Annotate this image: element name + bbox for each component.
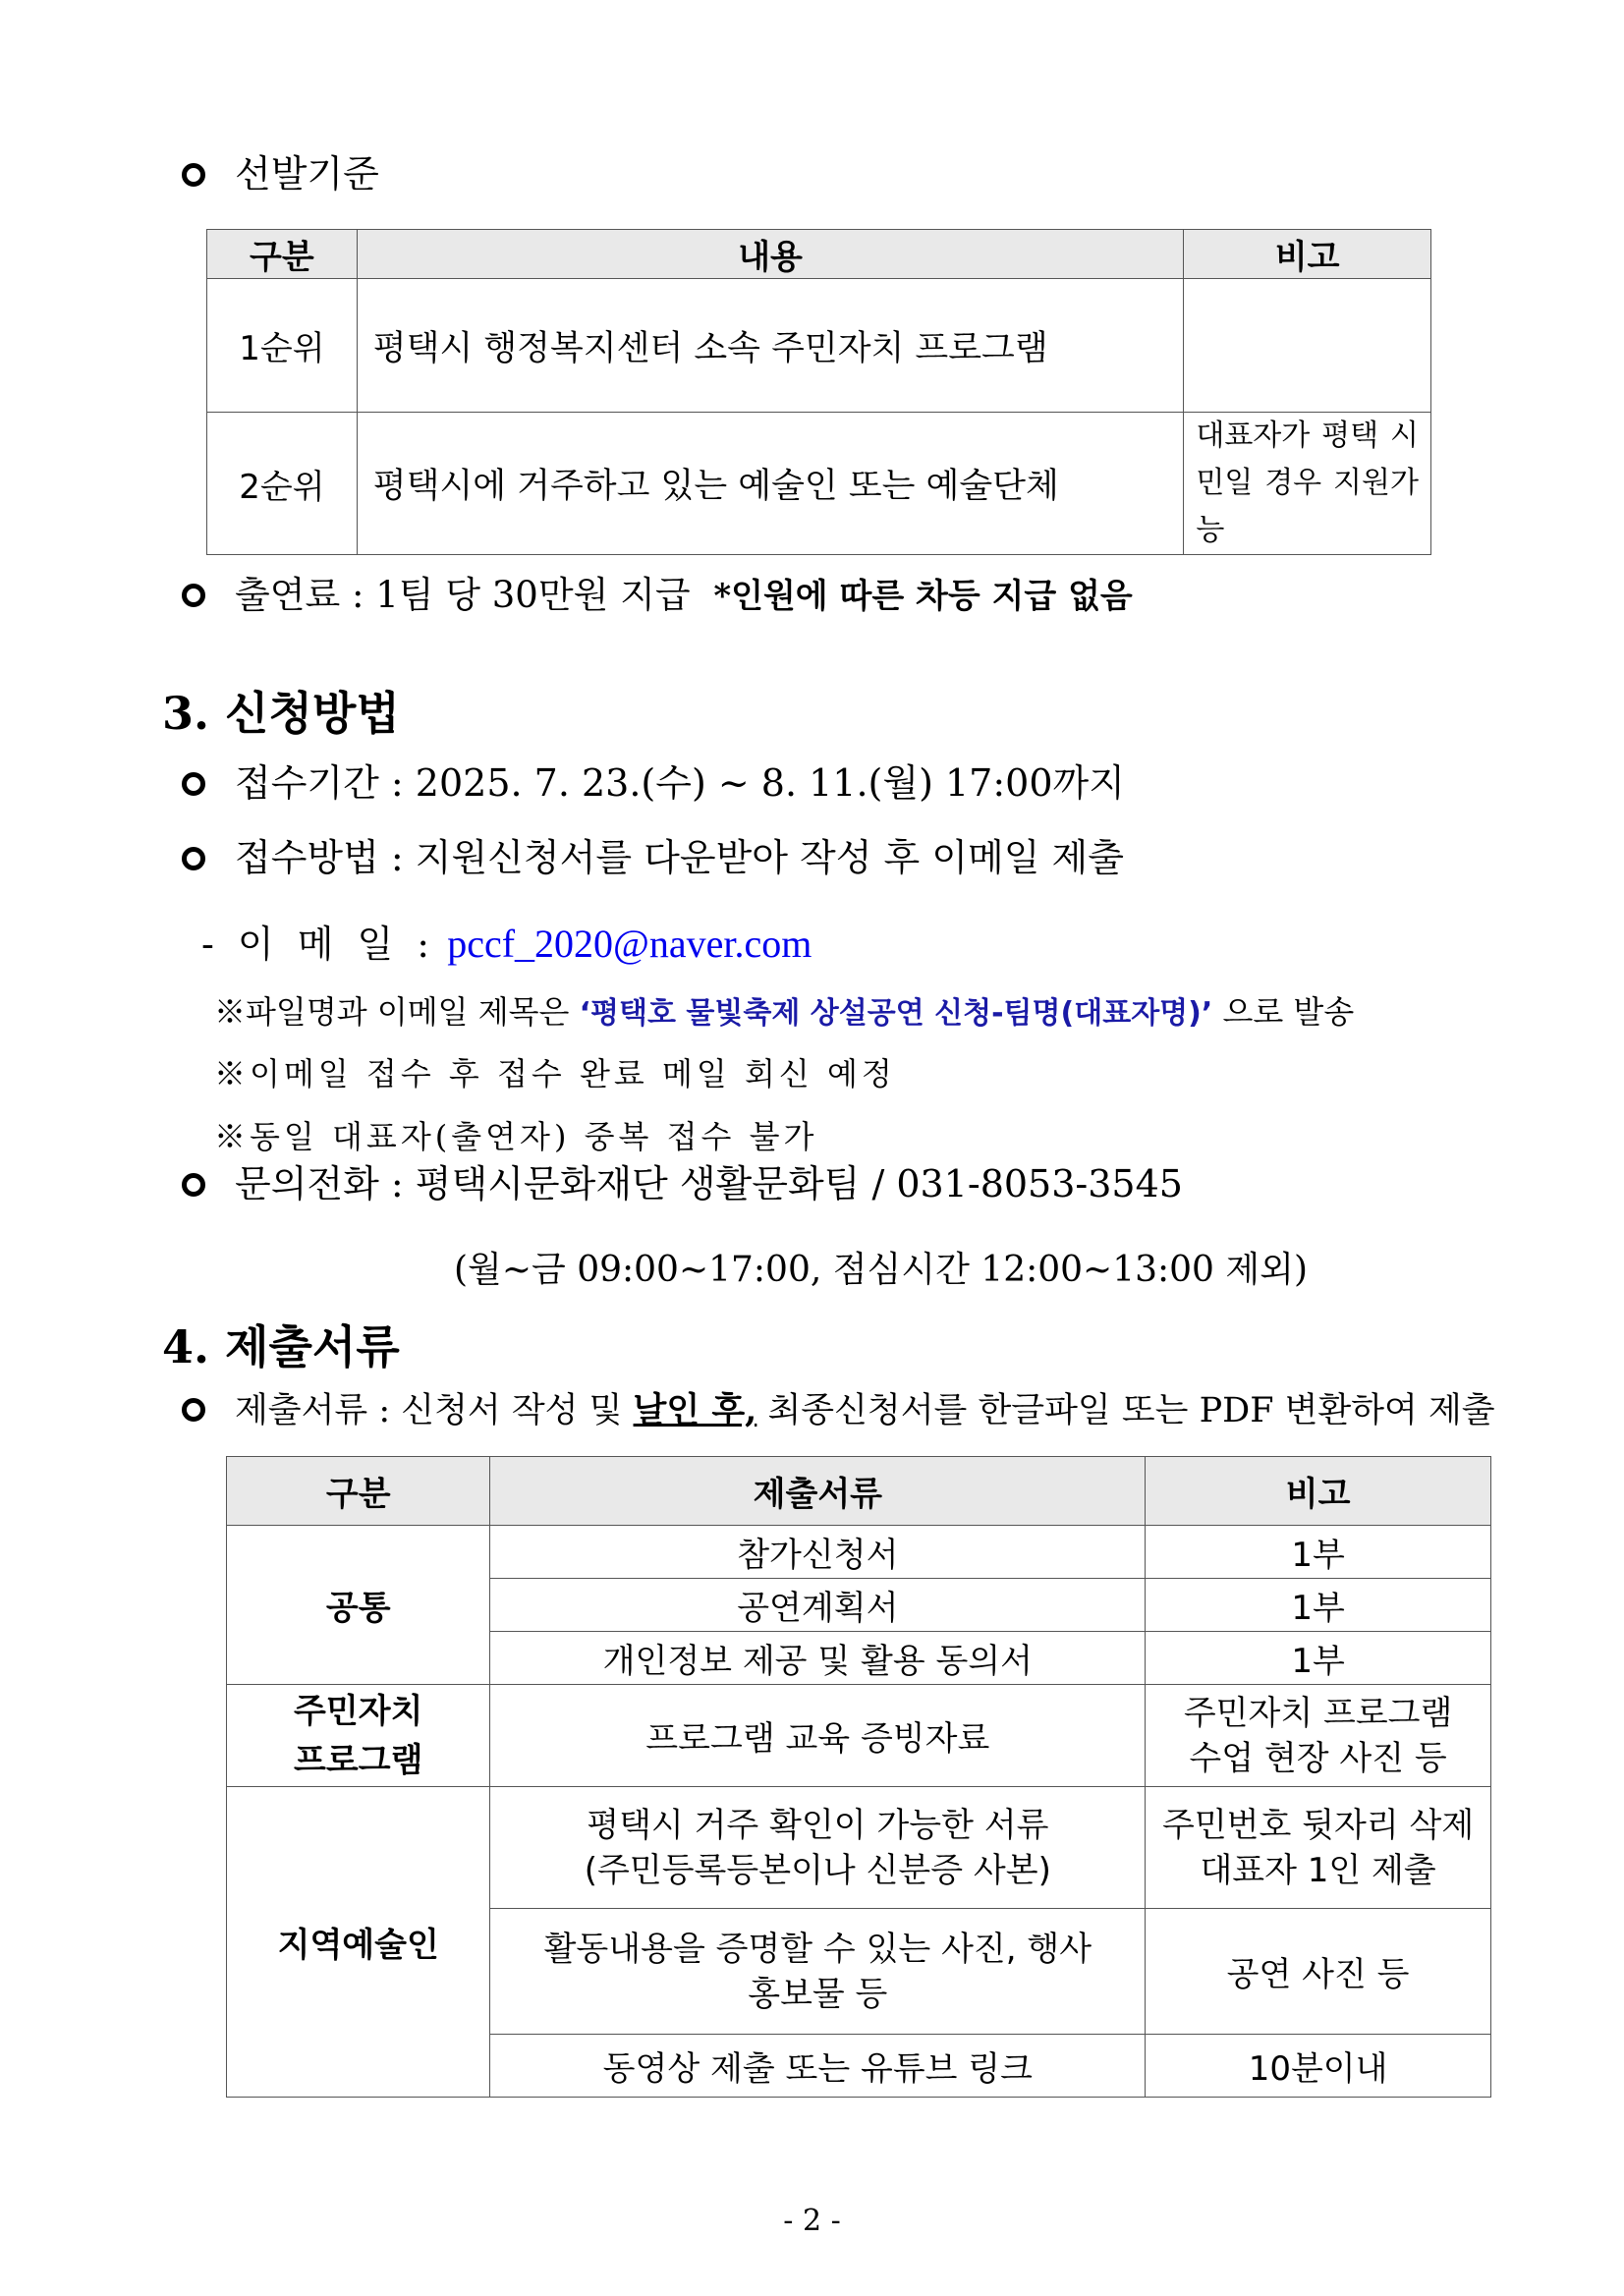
rank-cell: 1순위 xyxy=(207,279,358,413)
doc-cell: 프로그램 교육 증빙자료 xyxy=(490,1685,1146,1787)
rank-cell: 2순위 xyxy=(207,413,358,555)
circle-bullet-icon xyxy=(182,163,205,187)
circle-bullet-icon xyxy=(182,584,205,607)
doc-cell: 참가신청서 xyxy=(490,1526,1146,1579)
period-line: 접수기간 : 2025. 7. 23.(수) ~ 8. 11.(월) 17:00까지 xyxy=(182,764,1125,802)
email-link[interactable]: pccf_2020@naver.com xyxy=(447,922,812,966)
circle-bullet-icon xyxy=(182,1398,205,1422)
documents-table xyxy=(226,1456,1491,2098)
selection-heading: 선발기준 xyxy=(182,155,379,193)
contact-hours: (월~금 09:00~17:00, 점심시간 12:00~13:00 제외) xyxy=(454,1250,1308,1290)
page-number: - 2 - xyxy=(783,2204,841,2238)
doc-cell: 평택시 거주 확인이 가능한 서류 (주민등록등본이나 신분증 사본) xyxy=(490,1787,1146,1909)
note-cell: 주민자치 프로그램 수업 현장 사진 등 xyxy=(1146,1685,1491,1787)
note-filename: ※파일명과 이메일 제목은 ‘평택호 물빛축제 상설공연 신청-팀명(대표자명)’ 으로 발송 xyxy=(214,993,1355,1031)
selection-header-note: 비고 xyxy=(1184,230,1431,279)
selection-header-rank: 구분 xyxy=(207,230,358,279)
doc-cell: 개인정보 제공 및 활용 동의서 xyxy=(490,1632,1146,1685)
table-row xyxy=(227,1787,1491,1909)
documents-line: 제출서류 : 신청서 작성 및 날인 후, 최종신청서를 한글파일 또는 PDF 변환하여 제출 xyxy=(182,1383,1495,1432)
note-cell: 10분이내 xyxy=(1146,2035,1491,2098)
doc-cell: 활동내용을 증명할 수 있는 사진, 행사 홍보물 등 xyxy=(490,1909,1146,2035)
note-reply: ※이메일 접수 후 접수 완료 메일 회신 예정 xyxy=(214,1055,896,1092)
category-cell: 지역예술인 xyxy=(227,1787,490,2098)
documents-header-doc: 제출서류 xyxy=(490,1457,1146,1526)
category-cell: 공통 xyxy=(227,1526,490,1685)
note-duplicate: ※동일 대표자(출연자) 중복 접수 불가 xyxy=(214,1118,818,1155)
note-cell: 1부 xyxy=(1146,1579,1491,1632)
note-cell: 공연 사진 등 xyxy=(1146,1909,1491,2035)
selection-header-content: 내용 xyxy=(357,230,1184,279)
email-line: - 이 메 일 : pccf_2020@naver.com xyxy=(201,922,812,966)
filename-format: ‘평택호 물빛축제 상설공연 신청-팀명(대표자명)’ xyxy=(579,996,1213,1031)
documents-header-category: 구분 xyxy=(227,1457,490,1526)
documents-header-note: 비고 xyxy=(1146,1457,1491,1526)
table-row xyxy=(207,413,1431,555)
contact-line: 문의전화 : 평택시문화재단 생활문화팀 / 031-8053-3545 xyxy=(182,1165,1183,1203)
table-row xyxy=(227,1526,1491,1579)
selection-table xyxy=(206,229,1431,555)
category-cell: 주민자치 프로그램 xyxy=(227,1685,490,1787)
note-cell: 주민번호 뒷자리 삭제 대표자 1인 제출 xyxy=(1146,1787,1491,1909)
table-row xyxy=(227,1685,1491,1787)
circle-bullet-icon xyxy=(182,847,205,870)
section3-title: 3. 신청방법 xyxy=(162,687,400,740)
seal-note: 날인 후, xyxy=(633,1390,757,1430)
table-row xyxy=(207,279,1431,413)
circle-bullet-icon xyxy=(182,1173,205,1197)
note-cell: 1부 xyxy=(1146,1632,1491,1685)
fee-line: 출연료 : 1팀 당 30만원 지급 *인원에 따른 차등 지급 없음 xyxy=(182,577,1133,613)
content-cell: 평택시 행정복지센터 소속 주민자치 프로그램 xyxy=(357,279,1184,413)
content-cell: 평택시에 거주하고 있는 예술인 또는 예술단체 xyxy=(357,413,1184,555)
circle-bullet-icon xyxy=(182,772,205,796)
note-cell: 대표자가 평택 시민일 경우 지원가능 xyxy=(1184,413,1431,555)
method-line: 접수방법 : 지원신청서를 다운받아 작성 후 이메일 제출 xyxy=(182,839,1124,876)
fee-note: *인원에 따른 차등 지급 없음 xyxy=(713,577,1133,616)
section4-title: 4. 제출서류 xyxy=(162,1320,400,1373)
note-cell xyxy=(1184,279,1431,413)
doc-cell: 동영상 제출 또는 유튜브 링크 xyxy=(490,2035,1146,2098)
doc-cell: 공연계획서 xyxy=(490,1579,1146,1632)
note-cell: 1부 xyxy=(1146,1526,1491,1579)
